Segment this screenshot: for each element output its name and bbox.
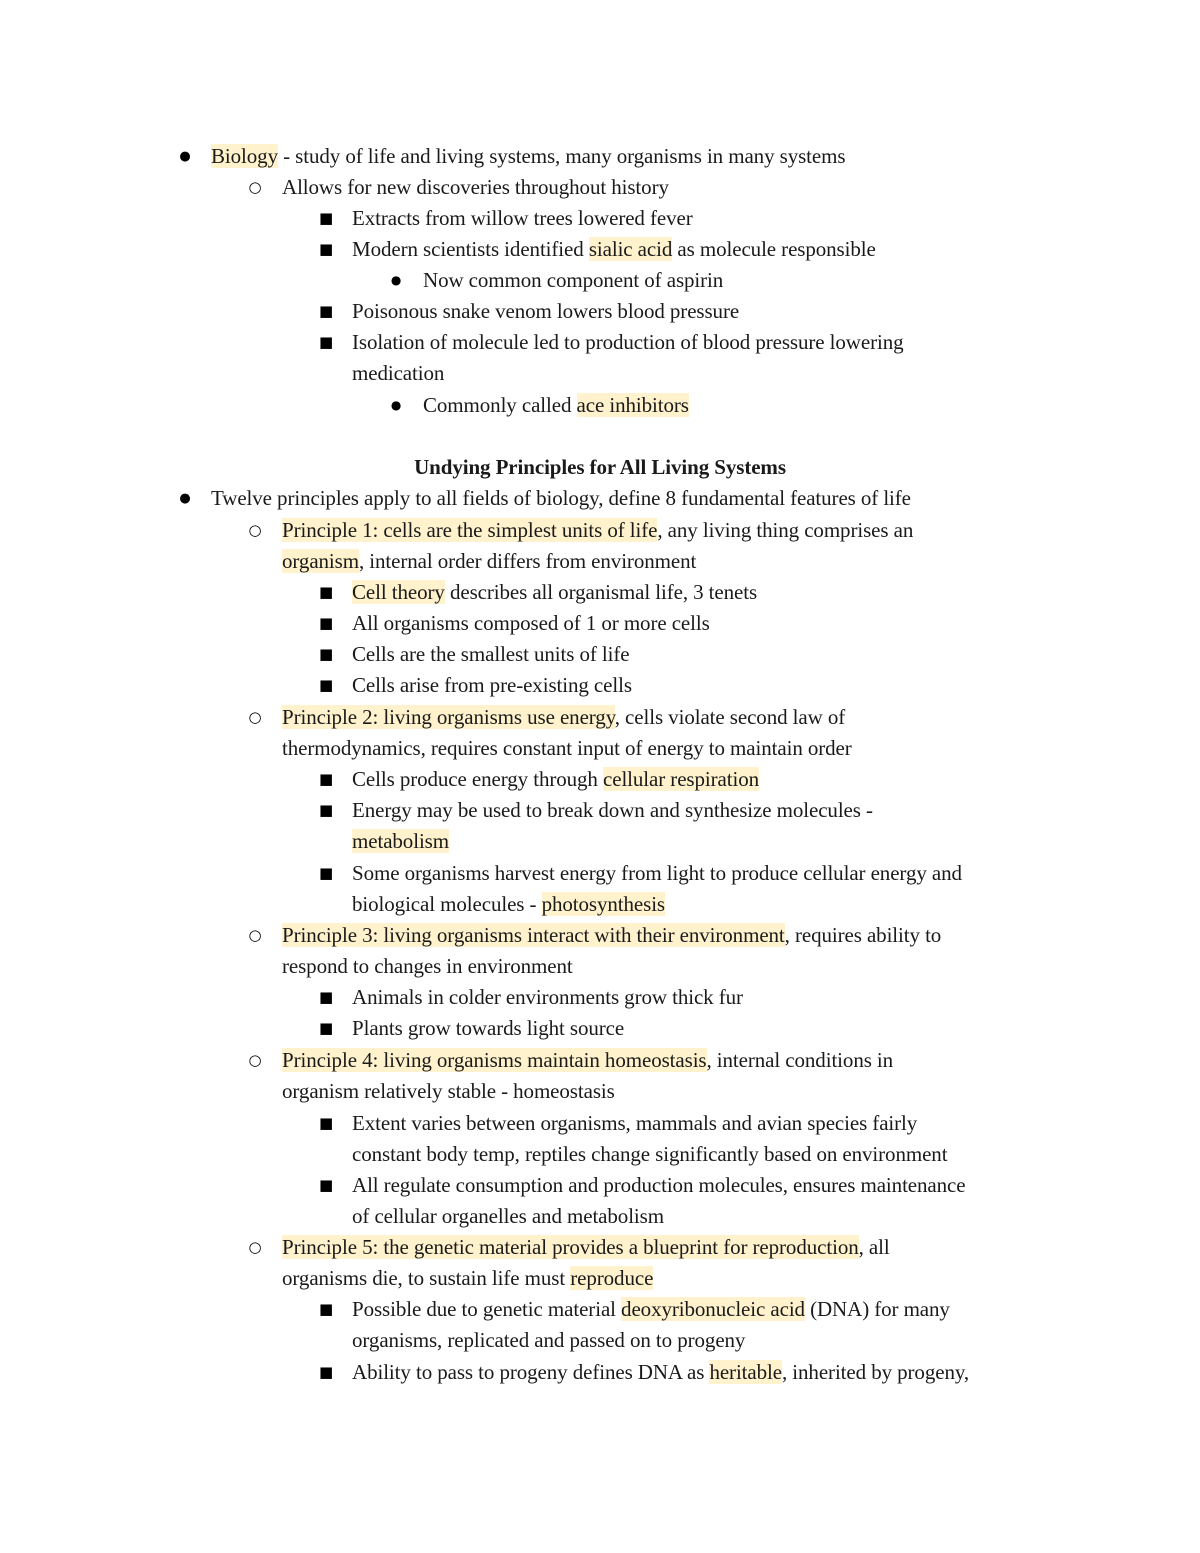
square-bullet-icon: ■ [318,864,334,882]
list-item [0,141,1200,172]
text-segment: , internal conditions in [706,1048,894,1072]
list-item [0,327,1200,358]
highlighted-term: metabolism [352,829,449,853]
list-item [0,982,1200,1013]
list-item-continuation [0,1325,1200,1356]
list-item-text: Plants grow towards light source [352,1016,625,1040]
list-item-continuation [0,358,1200,389]
list-item-text: Cells arise from pre-existing cells [352,673,632,697]
list-item [0,764,1200,795]
list-item [0,390,1200,421]
list-item-text [282,515,913,546]
list-item-text: organisms, replicated and passed on to progeny [352,1328,746,1352]
list-item [0,1045,1200,1076]
text-segment: Commonly called [423,393,577,417]
highlighted-term: Principle 2: living organisms use energy [282,705,615,729]
highlighted-term: heritable [709,1360,782,1384]
text-segment: , internal order differs from environment [358,549,697,573]
square-bullet-icon: ■ [318,988,334,1006]
circle-bullet-icon: ○ [248,178,262,196]
square-bullet-icon: ■ [318,302,334,320]
square-bullet-icon: ■ [318,1300,334,1318]
list-item-continuation [0,951,1200,982]
highlighted-term: Cell theory [352,580,445,604]
square-bullet-icon: ■ [318,645,334,663]
text-segment: organisms die, to sustain life must [282,1266,571,1290]
list-item-text: All organisms composed of 1 or more cells [352,611,710,635]
list-item [0,296,1200,327]
list-item-text [423,390,689,421]
highlighted-term: Principle 4: living organisms maintain homeostasis [282,1048,707,1072]
list-item-text [282,920,941,951]
highlighted-term: Biology [211,144,278,168]
list-item [0,234,1200,265]
list-item [0,515,1200,546]
square-bullet-icon: ■ [318,240,334,258]
list-item [0,858,1200,889]
list-item-text: Poisonous snake venom lowers blood pressure [352,299,740,323]
text-segment: , all [858,1235,890,1259]
list-item-text: Energy may be used to break down and synthesize molecules - [352,798,873,822]
highlighted-term: cellular respiration [603,767,760,791]
list-item [0,203,1200,234]
list-item [0,483,1200,514]
text-segment: , any living thing comprises an [657,518,914,542]
list-item-text: All regulate consumption and production molecules, ensures maintenance [352,1173,966,1197]
bullet-icon: ● [390,273,402,287]
highlighted-term: Principle 1: cells are the simplest units of life [282,518,658,542]
list-item-text [352,234,876,265]
list-item-continuation [0,889,1200,920]
list-item-text: medication [352,361,445,385]
text-segment: , requires ability to [784,923,942,947]
text-segment: Possible due to genetic material [352,1297,622,1321]
section-heading-row [0,452,1200,483]
list-item-continuation [0,1139,1200,1170]
list-item [0,577,1200,608]
list-item [0,920,1200,951]
list-item-text: constant body temp, reptiles change significantly based on environment [352,1142,948,1166]
square-bullet-icon: ■ [318,1019,334,1037]
square-bullet-icon: ■ [318,801,334,819]
circle-bullet-icon: ○ [248,1051,262,1069]
list-item-continuation [0,1076,1200,1107]
text-segment: biological molecules - [352,892,542,916]
text-segment: Cells produce energy through [352,767,603,791]
square-bullet-icon: ■ [318,1176,334,1194]
text-segment: (DNA) for many [804,1297,950,1321]
list-item-text [352,889,665,920]
highlighted-term: reproduce [570,1266,654,1290]
highlighted-term: photosynthesis [541,892,666,916]
list-item [0,265,1200,296]
list-item-continuation [0,733,1200,764]
highlighted-term: Principle 3: living organisms interact with their environment [282,923,785,947]
square-bullet-icon: ■ [318,770,334,788]
list-item-text [352,826,449,857]
list-item [0,172,1200,203]
list-item-continuation [0,1201,1200,1232]
highlighted-term: Principle 5: the genetic material provides a blueprint for reproduction [282,1235,859,1259]
list-item [0,1013,1200,1044]
list-item-text: Twelve principles apply to all fields of biology, define 8 fundamental features of life [211,486,911,510]
list-item-text: Extracts from willow trees lowered fever [352,206,693,230]
circle-bullet-icon: ○ [248,521,262,539]
list-item-text [282,1263,653,1294]
list-item-text [282,702,845,733]
list-item-text [282,546,696,577]
list-item-text [352,1294,950,1325]
list-item-text [282,1232,890,1263]
list-item-text [352,764,759,795]
list-item [0,702,1200,733]
highlighted-term: deoxyribonucleic acid [621,1297,805,1321]
list-item-text [352,1357,969,1388]
circle-bullet-icon: ○ [248,708,262,726]
list-item-text: Isolation of molecule led to production of blood pressure lowering [352,330,904,354]
list-item-text [282,1045,893,1076]
list-item-text: respond to changes in environment [282,954,573,978]
text-segment: , cells violate second law of [614,705,846,729]
highlighted-term: ace inhibitors [576,393,689,417]
highlighted-term: organism [282,549,359,573]
circle-bullet-icon: ○ [248,926,262,944]
text-segment: , inherited by progeny, [782,1360,970,1384]
square-bullet-icon: ■ [318,1114,334,1132]
list-item-text: Extent varies between organisms, mammals and avian species fairly [352,1111,918,1135]
highlighted-term: sialic acid [588,237,673,261]
list-item-text [211,141,845,172]
list-item-text [352,577,757,608]
list-item-text: Now common component of aspirin [423,268,724,292]
list-item [0,1232,1200,1263]
section-heading: Undying Principles for All Living Systems [414,455,786,479]
text-segment: Modern scientists identified [352,237,589,261]
square-bullet-icon: ■ [318,676,334,694]
list-item-continuation [0,1263,1200,1294]
list-item [0,639,1200,670]
square-bullet-icon: ■ [318,614,334,632]
square-bullet-icon: ■ [318,333,334,351]
list-item [0,1170,1200,1201]
list-item [0,1294,1200,1325]
bullet-icon: ● [390,398,402,412]
list-item-text: Cells are the smallest units of life [352,642,630,666]
square-bullet-icon: ■ [318,209,334,227]
list-item-text: of cellular organelles and metabolism [352,1204,664,1228]
list-item [0,795,1200,826]
text-segment: Ability to pass to progeny defines DNA as [352,1360,710,1384]
circle-bullet-icon: ○ [248,1238,262,1256]
square-bullet-icon: ■ [318,583,334,601]
square-bullet-icon: ■ [318,1363,334,1381]
list-item-continuation [0,546,1200,577]
text-segment: - study of life and living systems, many organisms in many systems [277,144,846,168]
list-item-text: Some organisms harvest energy from light to produce cellular energy and [352,861,962,885]
list-item [0,670,1200,701]
list-item [0,1108,1200,1139]
text-segment: as molecule responsible [672,237,876,261]
list-item-text: Allows for new discoveries throughout history [282,175,669,199]
list-item-continuation [0,826,1200,857]
list-item-text: thermodynamics, requires constant input of energy to maintain order [282,736,852,760]
list-item [0,1357,1200,1388]
list-item-text: organism relatively stable - homeostasis [282,1079,615,1103]
bullet-icon: ● [179,149,191,164]
list-item [0,608,1200,639]
text-segment: describes all organismal life, 3 tenets [444,580,758,604]
list-item-text: Animals in colder environments grow thick fur [352,985,743,1009]
bullet-icon: ● [179,491,191,506]
